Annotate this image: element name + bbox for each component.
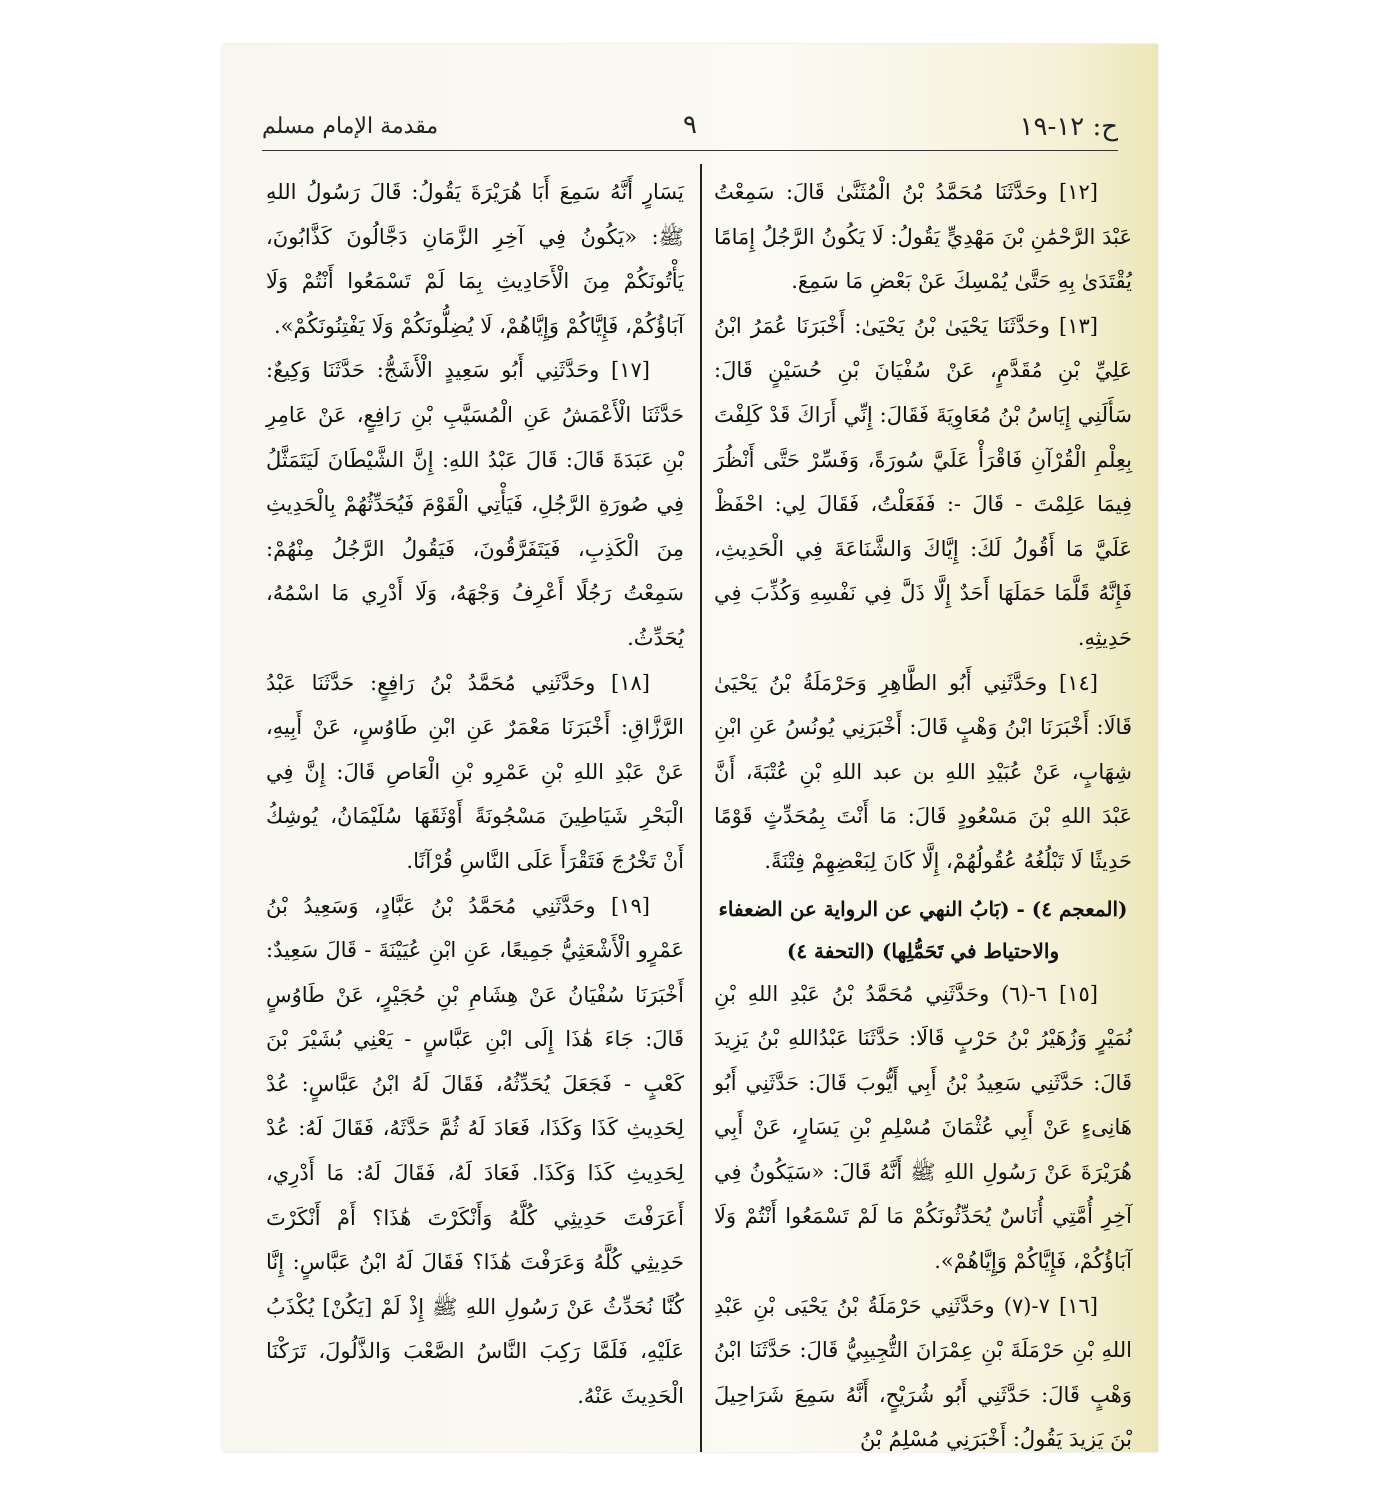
hadith-16-continuation: يَسَارٍ أَنَّهُ سَمِعَ أَبَا هُرَيْرَةَ يَقُولُ: قَالَ رَسُولُ اللهِ ﷺ: «يَكُونُ فِي آخِرِ الزَّمَانِ دَجَّالُونَ كَذَّابُونَ، يَأْتُونَكُمْ مِنَ الْأَحَادِيثِ بِمَا لَمْ تَسْمَعُوا أَنْتُمْ وَلَا آبَاؤُكُمْ، فَإِيَّاكُمْ وَإِيَّاهُمْ، لَا يُضِلُّونَكُمْ وَلَا يَفْتِنُونَكُمْ». [266, 180, 684, 338]
page-header [262, 106, 1118, 151]
book-page [222, 44, 1158, 1452]
hadith-12: [١٢] وحَدَّثَنَا مُحَمَّدُ بْنُ الْمُثَنَّىٰ قَالَ: سَمِعْتُ عَبْدَ الرَّحْمَٰنِ بْنَ مَهْدِيٍّ يَقُولُ: لَا يَكُونُ الرَّجُلُ إِمَامًا يُقْتَدَىٰ بِهِ حَتَّىٰ يُمْسِكَ عَنْ بَعْضِ مَا سَمِعَ. [714, 180, 1132, 294]
hadith-13: [١٣] وحَدَّثَنَا يَحْيَىٰ بْنُ يَحْيَىٰ: أَخْبَرَنَا عُمَرُ ابْنُ عَلِيِّ بْنِ مُقَدَّمٍ، عَنْ سُفْيَانَ بْنِ حُسَيْنٍ قَالَ: سَأَلَنِي إِيَاسُ بْنُ مُعَاوِيَةَ فَقَالَ: إِنِّي أَرَاكَ قَدْ كَلِفْتَ بِعِلْمِ الْقُرْآنِ فَاقْرَأْ عَلَيَّ سُورَةً، وَفَسِّرْ حَتَّى أَنْظُرَ فِيمَا عَلِمْتَ - قَالَ -: فَفَعَلْتُ، فَقَالَ لِي: احْفَظْ عَلَيَّ مَا أَقُولُ لَكَ: إِيَّاكَ وَالشَّنَاعَةَ فِي الْحَدِيثِ، فَإِنَّهُ قَلَّمَا حَمَلَهَا أَحَدٌ إِلَّا ذَلَّ فِي نَفْسِهِ وَكُذِّبَ فِي حَدِيثِهِ. [714, 313, 1132, 650]
hadith-19: [١٩] وحَدَّثَنِي مُحَمَّدُ بْنُ عَبَّادٍ، وَسَعِيدُ بْنُ عَمْرٍو الْأَشْعَثِيُّ جَمِيعًا، عَنِ ابْنِ عُيَيْنَةَ - قَالَ سَعِيدٌ: أَخْبَرَنَا سُفْيَانُ عَنْ هِشَامِ بْنِ حُجَيْرٍ، عَنْ طَاوُسٍ قَالَ: جَاءَ هَٰذَا إِلَى ابْنِ عَبَّاسٍ - يَعْنِي بُشَيْرَ بْنَ كَعْبٍ - فَجَعَلَ يُحَدِّثُهُ، فَقَالَ لَهُ ابْنُ عَبَّاسٍ: عُدْ لِحَدِيثِ كَذَا وَكَذَا، فَعَادَ لَهُ ثُمَّ حَدَّثَهُ، فَقَالَ لَهُ: عُدْ لِحَدِيثِ كَذَا وَكَذَا. فَعَادَ لَهُ، فَقَالَ لَهُ: مَا أَدْرِي، أَعَرَفْتَ حَدِيثِي كُلَّهُ وَأَنْكَرْتَ هَٰذَا؟ أَمْ أَنْكَرْتَ حَدِيثِي كُلَّهُ وَعَرَفْتَ هَٰذَا؟ فَقَالَ لَهُ ابْنُ عَبَّاسٍ: إِنَّا كُنَّا نُحَدِّثُ عَنْ رَسُولِ اللهِ ﷺ إِذْ لَمْ [يَكُنْ] يُكْذَبُ عَلَيْهِ، فَلَمَّا رَكِبَ النَّاسُ الصَّعْبَ وَالذَّلُولَ، تَرَكْنَا الْحَدِيثَ عَنْهُ. [266, 893, 684, 1409]
right-column [714, 170, 1132, 1452]
hadith-range-reference: ح: ١٢-١٩ [1019, 112, 1118, 142]
page-number: ٩ [683, 110, 697, 140]
hadith-15: [١٥] ٦-(٦) وحَدَّثَنِي مُحَمَّدُ بْنُ عَبْدِ اللهِ بْنِ نُمَيْرٍ وَزُهَيْرُ بْنُ حَرْبٍ قَالَا: حَدَّثَنَا عَبْدُاللهِ بْنُ يَزِيدَ قَالَ: حَدَّثَنِي سَعِيدُ بْنُ أَبِي أَيُّوبَ قَالَ: حَدَّثَنِي أَبُو هَانِىءٍ عَنْ أَبِي عُثْمَانَ مُسْلِمِ بْنِ يَسَارٍ، عَنْ أَبِي هُرَيْرَةَ عَنْ رَسُولِ اللهِ ﷺ أَنَّهُ قَالَ: «سَيَكُونُ فِي آخِرِ أُمَّتِي أُنَاسٌ يُحَدِّثُونَكُمْ مَا لَمْ تَسْمَعُوا أَنْتُمْ وَلَا آبَاؤُكُمْ، فَإِيَّاكُمْ وَإِيَّاهُمْ». [714, 981, 1132, 1274]
book-title: مقدمة الإمام مسلم [262, 114, 439, 139]
hadith-14: [١٤] وحَدَّثَنِي أَبُو الطَّاهِرِ وَحَرْمَلَةُ بْنُ يَحْيَىٰ قَالَا: أَخْبَرَنَا ابْنُ وَهْبٍ قَالَ: أَخْبَرَنِي يُونُسُ عَنِ ابْنِ شِهَابٍ، عَنْ عُبَيْدِ اللهِ بن عبد اللهِ بْنِ عُتْبَةَ، أَنَّ عَبْدَ اللهِ بْنَ مَسْعُودٍ قَالَ: مَا أَنْتَ بِمُحَدِّثٍ قَوْمًا حَدِيثًا لَا تَبْلُغُهُ عُقُولُهُمْ، إِلَّا كَانَ لِبَعْضِهِمْ فِتْنَةً. [714, 670, 1132, 873]
hadith-16: [١٦] ٧-(٧) وحَدَّثَنِي حَرْمَلَةُ بْنُ يَحْيَى بْنِ عَبْدِ اللهِ بْنِ حَرْمَلَةَ بْنِ عِمْرَانَ التُّجِيبِيُّ قَالَ: حَدَّثَنَا ابْنُ وَهْبٍ قَالَ: حَدَّثَنِي أَبُو شُرَيْحٍ، أَنَّهُ سَمِعَ شَرَاحِيلَ بْنَ يَزِيدَ يَقُولُ: أَخْبَرَنِي مُسْلِمُ بْنُ [714, 1293, 1132, 1452]
hadith-17: [١٧] وحَدَّثَنِي أَبُو سَعِيدٍ الْأَشَجُّ: حَدَّثَنَا وَكِيعٌ: حَدَّثَنَا الْأَعْمَشُ عَنِ الْمُسَيَّبِ بْنِ رَافِعٍ، عَنْ عَامِرِ بْنِ عَبَدَةَ قَالَ: قَالَ عَبْدُ اللهِ: إِنَّ الشَّيْطَانَ لَيَتَمَثَّلُ فِي صُورَةِ الرَّجُلِ، فَيَأْتِي الْقَوْمَ فَيُحَدِّثُهُمْ بِالْحَدِيثِ مِنَ الْكَذِبِ، فَيَتَفَرَّقُونَ، فَيَقُولُ الرَّجُلُ مِنْهُمْ: سَمِعْتُ رَجُلًا أَعْرِفُ وَجْهَهُ، وَلَا أَدْرِي مَا اسْمُهُ، يُحَدِّثُ. [266, 358, 684, 650]
left-column [266, 170, 684, 1419]
column-divider [700, 164, 702, 1452]
chapter-heading: (المعجم ٤) - (بَابُ النهي عن الرواية عن الضعفاء والاحتياط في تَحَمُّلِها) (التحفة ٤) [718, 896, 1128, 963]
hadith-18: [١٨] وحَدَّثَنِي مُحَمَّدُ بْنُ رَافِعٍ: حَدَّثَنَا عَبْدُ الرَّزَّاقِ: أَخْبَرَنَا مَعْمَرٌ عَنِ ابْنِ طَاوُسٍ، عَنْ أَبِيهِ، عَنْ عَبْدِ اللهِ بْنِ عَمْرِو بْنِ الْعَاصِ قَالَ: إِنَّ فِي الْبَحْرِ شَيَاطِينَ مَسْجُونَةً أَوْثَقَهَا سُلَيْمَانُ، يُوشِكُ أَنْ تَخْرُجَ فَتَقْرَأَ عَلَى النَّاسِ قُرْآنًا. [266, 670, 684, 873]
